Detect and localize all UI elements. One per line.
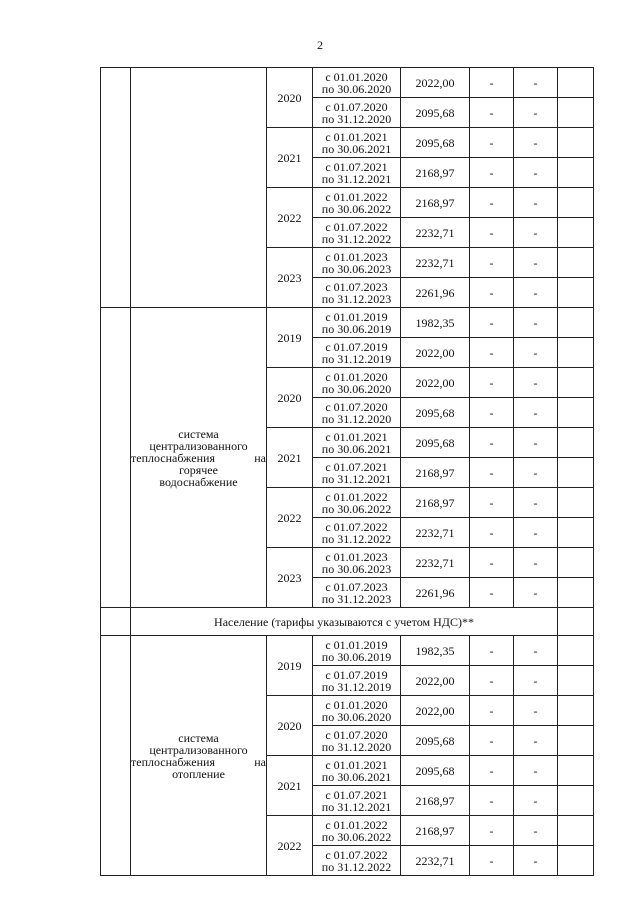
dash-cell: - bbox=[514, 518, 558, 548]
system-description-line bbox=[131, 452, 266, 464]
tariff-value-cell: 2095,68 bbox=[401, 398, 470, 428]
system-description-line: водоснабжение bbox=[159, 474, 238, 489]
dash-cell: - bbox=[470, 518, 514, 548]
period-cell bbox=[313, 368, 401, 398]
period-cell bbox=[313, 248, 401, 278]
dash-cell: - bbox=[470, 398, 514, 428]
period-to: по 30.06.2023 bbox=[321, 561, 392, 576]
dash-cell: - bbox=[514, 338, 558, 368]
row-number-cell bbox=[101, 608, 131, 636]
tariff-value-cell: 2095,68 bbox=[401, 726, 470, 756]
system-description-line: централизованного bbox=[149, 742, 248, 757]
period-from: с 01.07.2020 bbox=[325, 727, 388, 742]
period-cell bbox=[313, 278, 401, 308]
period-from: с 01.07.2022 bbox=[325, 219, 388, 234]
tariff-value-cell: 2232,71 bbox=[401, 248, 470, 278]
dash-cell: - bbox=[514, 218, 558, 248]
tariff-value-cell: 2022,00 bbox=[401, 368, 470, 398]
empty-cell bbox=[558, 548, 594, 578]
year-cell: 2023 bbox=[267, 548, 313, 608]
period-cell bbox=[313, 548, 401, 578]
empty-cell bbox=[558, 218, 594, 248]
period-from: с 01.01.2019 bbox=[325, 309, 388, 324]
row-number-cell bbox=[101, 68, 131, 308]
period-from: с 01.01.2020 bbox=[325, 369, 388, 384]
empty-cell bbox=[558, 308, 594, 338]
period-from: с 01.01.2022 bbox=[325, 489, 388, 504]
year-cell: 2022 bbox=[267, 488, 313, 548]
system-description-word: на bbox=[254, 450, 266, 465]
tariff-value-cell: 2095,68 bbox=[401, 428, 470, 458]
dash-cell: - bbox=[514, 578, 558, 608]
dash-cell: - bbox=[470, 488, 514, 518]
period-cell bbox=[313, 666, 401, 696]
dash-cell: - bbox=[514, 188, 558, 218]
dash-cell: - bbox=[470, 218, 514, 248]
period-from: с 01.01.2021 bbox=[325, 429, 388, 444]
system-description-line: отопление bbox=[172, 766, 225, 781]
period-cell bbox=[313, 98, 401, 128]
dash-cell: - bbox=[470, 846, 514, 876]
period-cell bbox=[313, 308, 401, 338]
dash-cell: - bbox=[514, 696, 558, 726]
period-from: с 01.07.2019 bbox=[325, 339, 388, 354]
dash-cell: - bbox=[514, 398, 558, 428]
tariff-value-cell: 2022,00 bbox=[401, 68, 470, 98]
page-number: 2 bbox=[317, 38, 323, 52]
dash-cell: - bbox=[470, 98, 514, 128]
period-from: с 01.01.2020 bbox=[325, 69, 388, 84]
dash-cell: - bbox=[514, 248, 558, 278]
system-description-word: на bbox=[254, 754, 266, 769]
tariff-value-cell: 2168,97 bbox=[401, 158, 470, 188]
period-to: по 31.12.2020 bbox=[321, 739, 392, 754]
row-number-cell bbox=[101, 636, 131, 876]
period-to: по 30.06.2022 bbox=[321, 829, 392, 844]
dash-cell: - bbox=[514, 726, 558, 756]
dash-cell: - bbox=[514, 816, 558, 846]
period-from: с 01.01.2019 bbox=[325, 637, 388, 652]
dash-cell: - bbox=[470, 578, 514, 608]
tariff-value-cell: 2261,96 bbox=[401, 578, 470, 608]
period-cell bbox=[313, 458, 401, 488]
empty-cell bbox=[558, 846, 594, 876]
period-from: с 01.07.2021 bbox=[325, 787, 388, 802]
period-cell bbox=[313, 786, 401, 816]
system-cell bbox=[131, 636, 267, 876]
dash-cell: - bbox=[514, 128, 558, 158]
dash-cell: - bbox=[470, 338, 514, 368]
period-to: по 30.06.2020 bbox=[321, 381, 392, 396]
period-to: по 30.06.2023 bbox=[321, 261, 392, 276]
system-description-line: система bbox=[178, 426, 219, 441]
tariff-value-cell: 2168,97 bbox=[401, 488, 470, 518]
empty-cell bbox=[558, 518, 594, 548]
period-to: по 30.06.2022 bbox=[321, 201, 392, 216]
system-description bbox=[131, 428, 266, 488]
dash-cell: - bbox=[470, 278, 514, 308]
period-cell bbox=[313, 68, 401, 98]
year-cell: 2021 bbox=[267, 756, 313, 816]
tariff-row bbox=[101, 308, 594, 338]
dash-cell: - bbox=[514, 548, 558, 578]
empty-cell bbox=[558, 98, 594, 128]
period-from: с 01.07.2020 bbox=[325, 99, 388, 114]
period-cell bbox=[313, 578, 401, 608]
empty-cell bbox=[558, 338, 594, 368]
period-cell bbox=[313, 816, 401, 846]
period-cell bbox=[313, 726, 401, 756]
tariff-value-cell: 1982,35 bbox=[401, 308, 470, 338]
period-cell bbox=[313, 846, 401, 876]
tariff-value-cell: 2022,00 bbox=[401, 666, 470, 696]
tariff-value-cell: 2232,71 bbox=[401, 846, 470, 876]
dash-cell: - bbox=[470, 128, 514, 158]
period-cell bbox=[313, 488, 401, 518]
tariff-value-cell: 2095,68 bbox=[401, 128, 470, 158]
year-cell: 2020 bbox=[267, 68, 313, 128]
period-from: с 01.01.2021 bbox=[325, 129, 388, 144]
period-from: с 01.01.2022 bbox=[325, 817, 388, 832]
dash-cell: - bbox=[514, 68, 558, 98]
period-to: по 31.12.2022 bbox=[321, 859, 392, 874]
empty-cell bbox=[558, 368, 594, 398]
year-cell: 2022 bbox=[267, 188, 313, 248]
dash-cell: - bbox=[470, 188, 514, 218]
period-cell bbox=[313, 338, 401, 368]
year-cell: 2023 bbox=[267, 248, 313, 308]
dash-cell: - bbox=[514, 666, 558, 696]
year-cell: 2020 bbox=[267, 696, 313, 756]
empty-cell bbox=[558, 696, 594, 726]
period-to: по 30.06.2020 bbox=[321, 81, 392, 96]
empty-cell bbox=[558, 756, 594, 786]
period-to: по 30.06.2022 bbox=[321, 501, 392, 516]
dash-cell: - bbox=[470, 458, 514, 488]
dash-cell: - bbox=[470, 696, 514, 726]
empty-cell bbox=[558, 608, 594, 636]
year-cell: 2020 bbox=[267, 368, 313, 428]
period-from: с 01.01.2023 bbox=[325, 249, 388, 264]
dash-cell: - bbox=[470, 158, 514, 188]
dash-cell: - bbox=[514, 488, 558, 518]
period-to: по 30.06.2019 bbox=[321, 649, 392, 664]
empty-cell bbox=[558, 636, 594, 666]
period-to: по 31.12.2021 bbox=[321, 799, 392, 814]
dash-cell: - bbox=[470, 786, 514, 816]
empty-cell bbox=[558, 68, 594, 98]
dash-cell: - bbox=[514, 278, 558, 308]
dash-cell: - bbox=[514, 458, 558, 488]
empty-cell bbox=[558, 816, 594, 846]
tariff-value-cell: 2232,71 bbox=[401, 518, 470, 548]
dash-cell: - bbox=[514, 846, 558, 876]
period-from: с 01.01.2020 bbox=[325, 697, 388, 712]
period-to: по 30.06.2021 bbox=[321, 141, 392, 156]
period-cell bbox=[313, 398, 401, 428]
dash-cell: - bbox=[514, 98, 558, 128]
tariff-value-cell: 2168,97 bbox=[401, 786, 470, 816]
tariff-value-cell: 2022,00 bbox=[401, 696, 470, 726]
dash-cell: - bbox=[514, 428, 558, 458]
period-from: с 01.07.2022 bbox=[325, 847, 388, 862]
period-to: по 30.06.2021 bbox=[321, 441, 392, 456]
period-cell bbox=[313, 636, 401, 666]
period-from: с 01.07.2021 bbox=[325, 459, 388, 474]
dash-cell: - bbox=[514, 368, 558, 398]
tariff-value-cell: 2168,97 bbox=[401, 458, 470, 488]
empty-cell bbox=[558, 726, 594, 756]
tariff-value-cell: 2232,71 bbox=[401, 548, 470, 578]
period-cell bbox=[313, 218, 401, 248]
system-cell bbox=[131, 308, 267, 608]
tariff-value-cell: 2261,96 bbox=[401, 278, 470, 308]
dash-cell: - bbox=[470, 726, 514, 756]
empty-cell bbox=[558, 128, 594, 158]
period-cell bbox=[313, 756, 401, 786]
empty-cell bbox=[558, 398, 594, 428]
tariff-value-cell: 1982,35 bbox=[401, 636, 470, 666]
tariff-value-cell: 2022,00 bbox=[401, 338, 470, 368]
section-header-row bbox=[101, 608, 594, 636]
year-cell: 2019 bbox=[267, 636, 313, 696]
period-cell bbox=[313, 188, 401, 218]
period-from: с 01.01.2023 bbox=[325, 549, 388, 564]
dash-cell: - bbox=[514, 308, 558, 338]
section-label: Население (тарифы указываются с учетом НДС)** bbox=[131, 608, 558, 636]
period-from: с 01.07.2023 bbox=[325, 579, 388, 594]
year-cell: 2021 bbox=[267, 428, 313, 488]
period-from: с 01.07.2019 bbox=[325, 667, 388, 682]
tariff-row bbox=[101, 68, 594, 98]
dash-cell: - bbox=[470, 368, 514, 398]
period-to: по 31.12.2019 bbox=[321, 679, 392, 694]
period-cell bbox=[313, 428, 401, 458]
tariff-value-cell: 2095,68 bbox=[401, 98, 470, 128]
dash-cell: - bbox=[470, 248, 514, 278]
period-to: по 31.12.2023 bbox=[321, 591, 392, 606]
dash-cell: - bbox=[514, 786, 558, 816]
period-to: по 30.06.2020 bbox=[321, 709, 392, 724]
period-from: с 01.07.2022 bbox=[325, 519, 388, 534]
period-to: по 30.06.2019 bbox=[321, 321, 392, 336]
system-description-line bbox=[131, 756, 266, 768]
dash-cell: - bbox=[514, 158, 558, 188]
year-cell: 2022 bbox=[267, 816, 313, 876]
empty-cell bbox=[558, 458, 594, 488]
period-to: по 31.12.2022 bbox=[321, 231, 392, 246]
dash-cell: - bbox=[470, 816, 514, 846]
dash-cell: - bbox=[470, 756, 514, 786]
dash-cell: - bbox=[514, 756, 558, 786]
tariff-value-cell: 2168,97 bbox=[401, 188, 470, 218]
period-cell bbox=[313, 158, 401, 188]
dash-cell: - bbox=[470, 636, 514, 666]
period-to: по 31.12.2019 bbox=[321, 351, 392, 366]
system-description bbox=[131, 732, 266, 780]
tariff-value-cell: 2232,71 bbox=[401, 218, 470, 248]
dash-cell: - bbox=[470, 666, 514, 696]
dash-cell: - bbox=[470, 308, 514, 338]
empty-cell bbox=[558, 188, 594, 218]
tariff-row bbox=[101, 636, 594, 666]
empty-cell bbox=[558, 578, 594, 608]
year-cell: 2021 bbox=[267, 128, 313, 188]
empty-cell bbox=[558, 248, 594, 278]
empty-cell bbox=[558, 488, 594, 518]
period-to: по 31.12.2021 bbox=[321, 471, 392, 486]
period-from: с 01.07.2020 bbox=[325, 399, 388, 414]
empty-cell bbox=[558, 428, 594, 458]
period-from: с 01.07.2021 bbox=[325, 159, 388, 174]
system-description-line: горячее bbox=[179, 462, 218, 477]
tariff-table bbox=[100, 67, 594, 876]
period-cell bbox=[313, 696, 401, 726]
period-to: по 31.12.2020 bbox=[321, 111, 392, 126]
dash-cell: - bbox=[470, 428, 514, 458]
period-to: по 31.12.2020 bbox=[321, 411, 392, 426]
period-from: с 01.07.2023 bbox=[325, 279, 388, 294]
period-to: по 31.12.2023 bbox=[321, 291, 392, 306]
period-to: по 30.06.2021 bbox=[321, 769, 392, 784]
system-description-word: теплоснабжения bbox=[131, 450, 215, 465]
period-from: с 01.01.2022 bbox=[325, 189, 388, 204]
empty-cell bbox=[558, 786, 594, 816]
system-description-word: теплоснабжения bbox=[131, 754, 215, 769]
system-description-line: система bbox=[178, 730, 219, 745]
dash-cell: - bbox=[514, 636, 558, 666]
empty-cell bbox=[558, 278, 594, 308]
dash-cell: - bbox=[470, 548, 514, 578]
period-cell bbox=[313, 518, 401, 548]
row-number-cell bbox=[101, 308, 131, 608]
system-cell bbox=[131, 68, 267, 308]
tariff-value-cell: 2168,97 bbox=[401, 816, 470, 846]
period-cell bbox=[313, 128, 401, 158]
empty-cell bbox=[558, 158, 594, 188]
empty-cell bbox=[558, 666, 594, 696]
period-from: с 01.01.2021 bbox=[325, 757, 388, 772]
period-to: по 31.12.2022 bbox=[321, 531, 392, 546]
dash-cell: - bbox=[470, 68, 514, 98]
year-cell: 2019 bbox=[267, 308, 313, 368]
period-to: по 31.12.2021 bbox=[321, 171, 392, 186]
tariff-value-cell: 2095,68 bbox=[401, 756, 470, 786]
system-description-line: централизованного bbox=[149, 438, 248, 453]
